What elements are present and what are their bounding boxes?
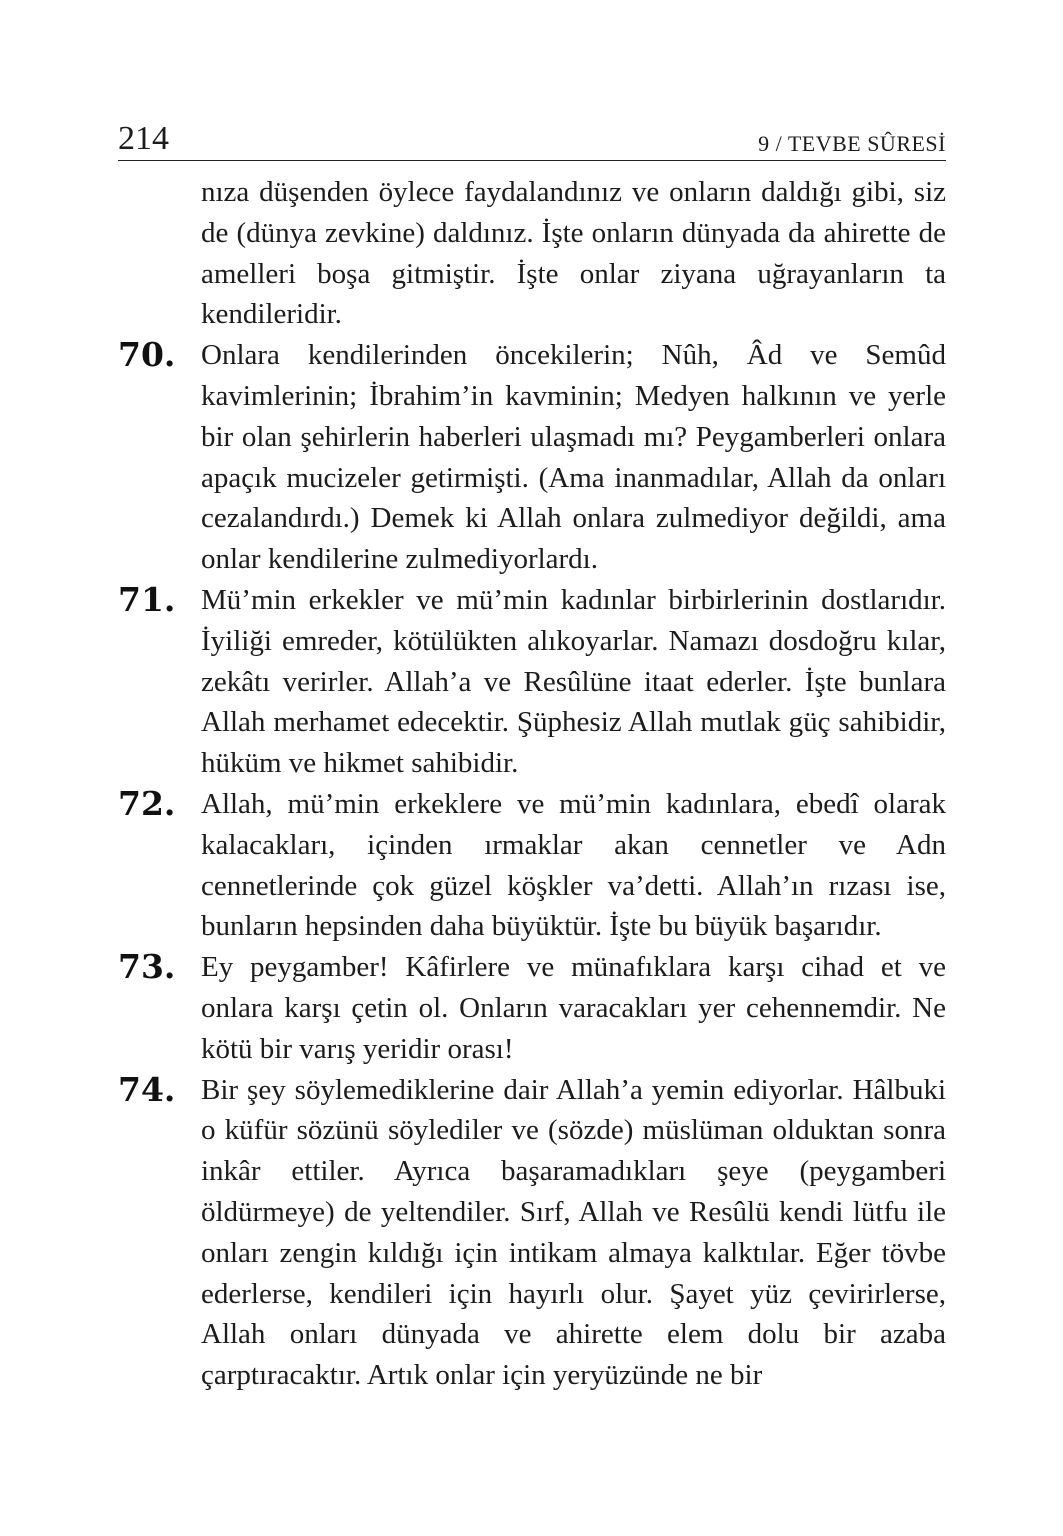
verse-text: Onlara kendilerinden öncekilerin; Nûh, Âd ve Semûd kavimlerinin; İbrahim’in kavminin; Medyen halkının ve yerle bir olan şehirlerin haberleri ulaşmadı mı? Peygamberleri onlara apaçık mucizeler getirmişti. (Ama inanmadılar, Allah da onları cezalandırdı.) Demek ki Allah onlara zulmediyor değildi, ama onlar kendilerine zulmediyorlardı. <box>201 339 946 576</box>
page-body <box>118 172 946 1396</box>
verse-70 <box>118 335 946 580</box>
verse-71 <box>118 580 946 784</box>
continuation-paragraph <box>118 172 946 335</box>
verse-number: 71. <box>118 579 176 619</box>
verse-text: Ey peygamber! Kâfirlere ve münafıklara karşı cihad et ve onlara karşı çetin ol. Onların varacakları yer cehennemdir. Ne kötü bir varış yeridir orası! <box>201 951 946 1065</box>
verse-text: Allah, mü’min erkeklere ve mü’min kadınlara, ebedî olarak kalacakları, içinden ırmaklar akan cennetler ve Adn cennetlerinde çok güzel köşkler va’detti. Allah’ın rızası ise, bunların hepsinden daha büyüktür. İşte bu büyük başarıdır. <box>201 787 946 943</box>
verse-text: Mü’min erkekler ve mü’min kadınlar birbirlerinin dostlarıdır. İyiliği emreder, kötülükten alıkoyarlar. Namazı dosdoğru kılar, zekâtı verirler. Allah’a ve Resûlüne itaat ederler. İşte bunlara Allah merhamet edecektir. Şüphesiz Allah mutlak güç sahibidir, hüküm ve hikmet sahibidir. <box>201 583 946 780</box>
page-number: 214 <box>118 120 169 157</box>
verse-72 <box>118 784 946 947</box>
page-header <box>118 112 946 161</box>
running-head: 9 / TEVBE SÛRESİ <box>758 131 946 156</box>
verse-text: Bir şey söylemediklerine dair Allah’a yemin ediyorlar. Hâlbuki o küfür sözünü söylediler ve (sözde) müslüman olduktan sonra inkâr ettiler. Ayrıca başaramadıkları şeye (peygamberi öldürmeye) de yeltendiler. Sırf, Allah ve Resûlü kendi lütfu ile onları zengin kıldığı için intikam almaya kalktılar. Eğer tövbe ederlerse, kendileri için hayırlı olur. Şayet yüz çevirirlerse, Allah onları dünyada ve ahirette elem dolu bir azaba çarptıracaktır. Artık onlar için yeryüzünde ne bir <box>201 1073 946 1392</box>
verse-number: 74. <box>118 1069 176 1109</box>
verse-74 <box>118 1070 946 1396</box>
verse-number: 73. <box>118 947 176 987</box>
verse-number: 70. <box>118 335 176 375</box>
continuation-text: nıza düşenden öylece faydalandınız ve onların daldığı gibi, siz de (dünya zevkine) daldınız. İşte onların dünyada da ahirette de amelleri boşa gitmiştir. İşte onlar ziyana uğrayanların ta kendileridir. <box>201 176 946 331</box>
verse-number: 72. <box>118 783 176 823</box>
verse-73 <box>118 947 946 1069</box>
